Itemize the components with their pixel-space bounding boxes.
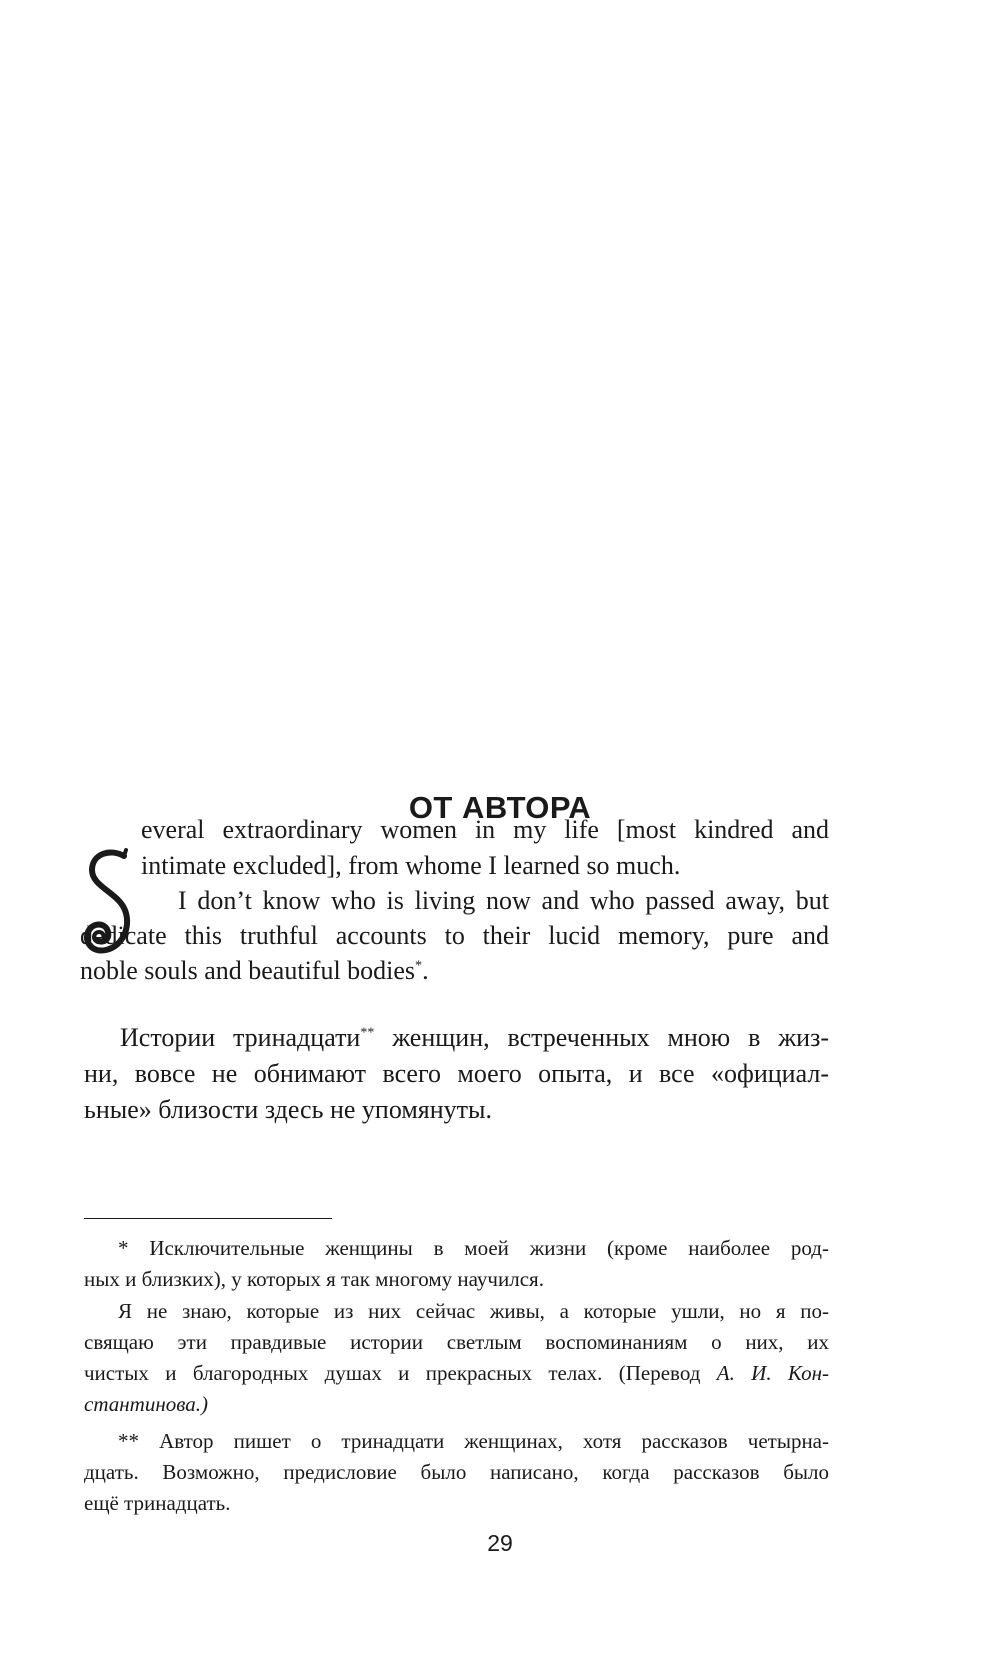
footnote-2-line-2: дцать. Возможно, предисловие было написано, когда рассказов было (84, 1460, 829, 1484)
footnote-2-line-1: ** Автор пишет о тринадцати женщинах, хотя рассказов четырна- (118, 1429, 829, 1453)
footnote-ref-1: * (415, 958, 423, 974)
footnote-2-line-3: ещё тринадцать. (84, 1491, 231, 1515)
intro-line-1: Истории тринадцати** женщин, встреченных мною в жиз- (120, 1023, 829, 1052)
chapter-title: ОТ АВТОРА (408, 790, 592, 825)
footnote-1-line-4: свящаю эти правдивые истории светлым воспоминаниям о них, их (84, 1330, 829, 1354)
page-number: 29 (487, 1530, 513, 1556)
epigraph-line-4: dedicate this truthful accounts to their lucid memory, pure and (80, 921, 829, 950)
epigraph-line-3: I don’t know who is living now and who passed away, but (178, 886, 829, 915)
translator-name: А. И. Кон- (716, 1361, 829, 1385)
epigraph-line-1: everal extraordinary women in my life [most kindred and (141, 815, 829, 844)
footnote-1-line-2: ных и близких), у которых я так многому научился. (84, 1267, 544, 1291)
footnote-1-line-3: Я не знаю, которые из них сейчас живы, а которые ушли, но я по- (118, 1299, 829, 1323)
footnote-1-line-6: стантинова.) (84, 1392, 208, 1416)
intro-line-3: ьные» близости здесь не упомянуты. (84, 1095, 492, 1124)
footnote-1-line-1: * Исключительные женщины в моей жизни (кроме наиболее род- (118, 1236, 829, 1260)
footnote-ref-2: ** (360, 1025, 375, 1041)
footnote-1-line-5: чистых и благородных душах и прекрасных телах. (Перевод А. И. Кон- (84, 1361, 829, 1385)
epigraph-line-5: noble souls and beautiful bodies*. (80, 956, 429, 985)
footnote-rule (84, 1218, 332, 1219)
epigraph-line-2: intimate excluded], from whome I learned so much. (141, 851, 681, 880)
intro-line-2: ни, вовсе не обнимают всего моего опыта, и все «официал- (84, 1059, 829, 1088)
